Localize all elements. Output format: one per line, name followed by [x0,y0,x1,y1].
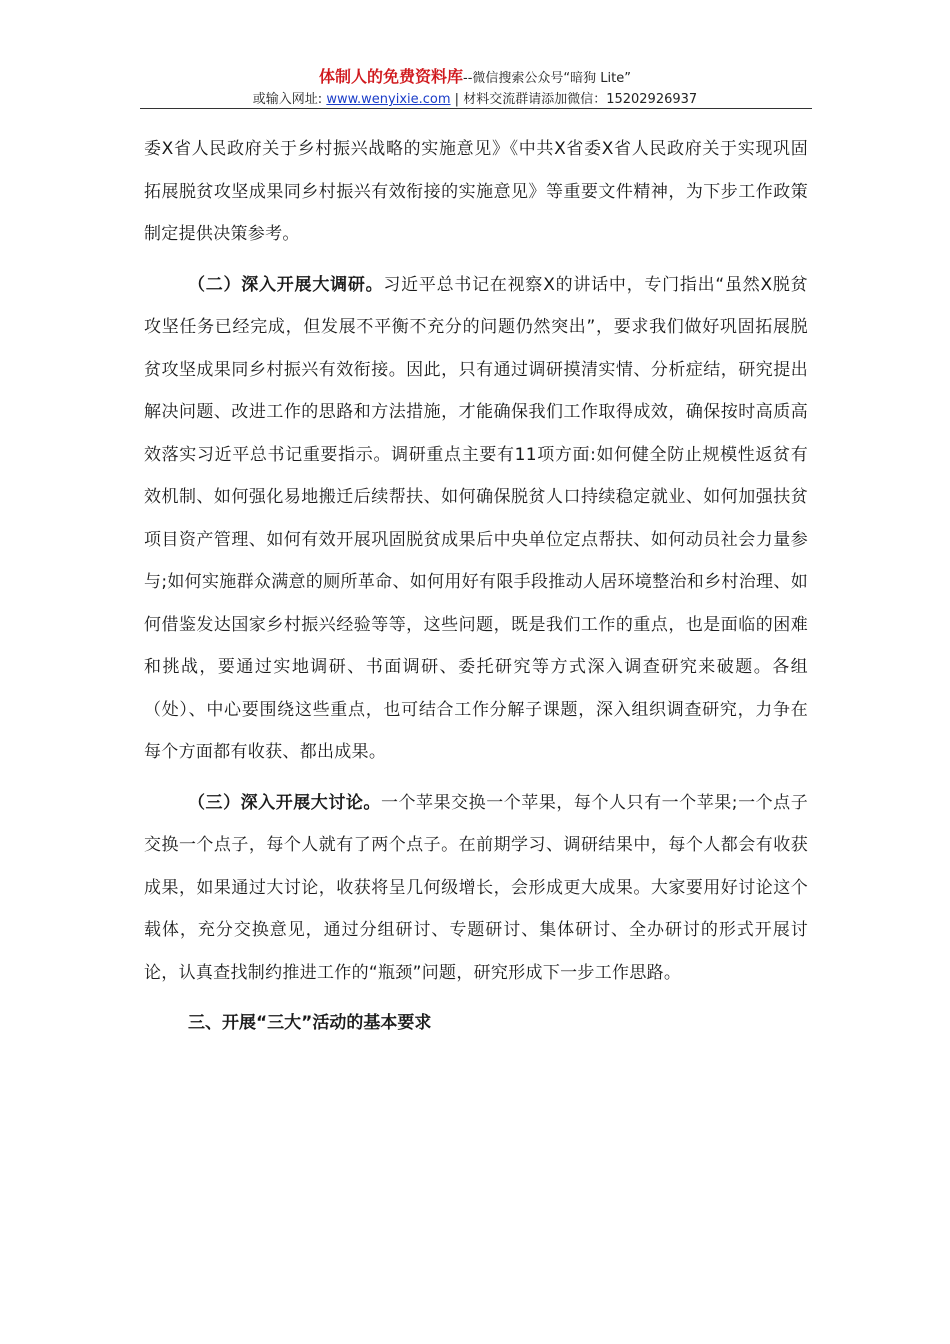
header-divider [140,108,812,109]
paragraph-discussion-text: 一个苹果交换一个苹果，每个人只有一个苹果;一个点子交换一个点子，每个人就有了两个点子。在前期学习、调研结果中，每个人都会有收获成果，如果通过大讨论，收获将呈几何级增长，会形成更大成果。大家要用好讨论这个载体，充分交换意见，通过分组研讨、专题研讨、集体研讨、全办研讨的形式开展讨论，认真查找制约推进工作的“瓶颈”问题，研究形成下一步工作思路。 [144,792,808,983]
header-contact-line [140,90,810,110]
page-header [140,66,810,110]
paragraph-continuation: 委X省人民政府关于乡村振兴战略的实施意见》《中共X省委X省人民政府关于实现巩固拓展脱贫攻坚成果同乡村振兴有效衔接的实施意见》等重要文件精神，为下步工作政策制定提供决策参考。 [144,139,808,244]
paragraph-research-lead: （二）深入开展大调研。 [188,274,384,295]
paragraph-discussion [144,782,808,995]
header-title-line [140,66,810,90]
header-brand: 体制人的免费资料库 [319,67,464,86]
document-body [144,128,808,1045]
header-url-link[interactable]: www.wenyixie.com [326,92,451,107]
header-url-prefix: 或输入网址: [252,92,323,107]
header-contact: | 材料交流群请添加微信：15202926937 [450,92,698,107]
paragraph-research [144,264,808,774]
paragraph-discussion-lead: （三）深入开展大讨论。 [188,792,381,813]
header-tagline: --微信搜索公众号“暗狗 Lite” [463,71,631,86]
paragraph-research-text: 习近平总书记在视察X的讲话中，专门指出“虽然X脱贫攻坚任务已经完成，但发展不平衡不充分的问题仍然突出”，要求我们做好巩固拓展脱贫攻坚成果同乡村振兴有效衔接。因此，只有通过调研摸清实情、分析症结，研究提出解决问题、改进工作的思路和方法措施，才能确保我们工作取得成效，确保按时高质高效落实习近平总书记重要指示。调研重点主要有11项方面:如何健全防止规模性返贫有效机制、如何强化易地搬迁后续帮扶、如何确保脱贫人口持续稳定就业、如何加强扶贫项目资产管理、如何有效开展巩固脱贫成果后中央单位定点帮扶、如何动员社会力量参与;如何实施群众满意的厕所革命、如何用好有限手段推动人居环境整治和乡村治理、如何借鉴发达国家乡村振兴经验等等，这些问题，既是我们工作的重点，也是面临的困难和挑战，要通过实地调研、书面调研、委托研究等方式深入调查研究来破题。各组（处）、中心要围绕这些重点，也可结合工作分解子课题，深入组织调查研究，力争在每个方面都有收获、都出成果。 [144,274,808,762]
section-heading: 三、开展“三大”活动的基本要求 [188,1013,432,1033]
